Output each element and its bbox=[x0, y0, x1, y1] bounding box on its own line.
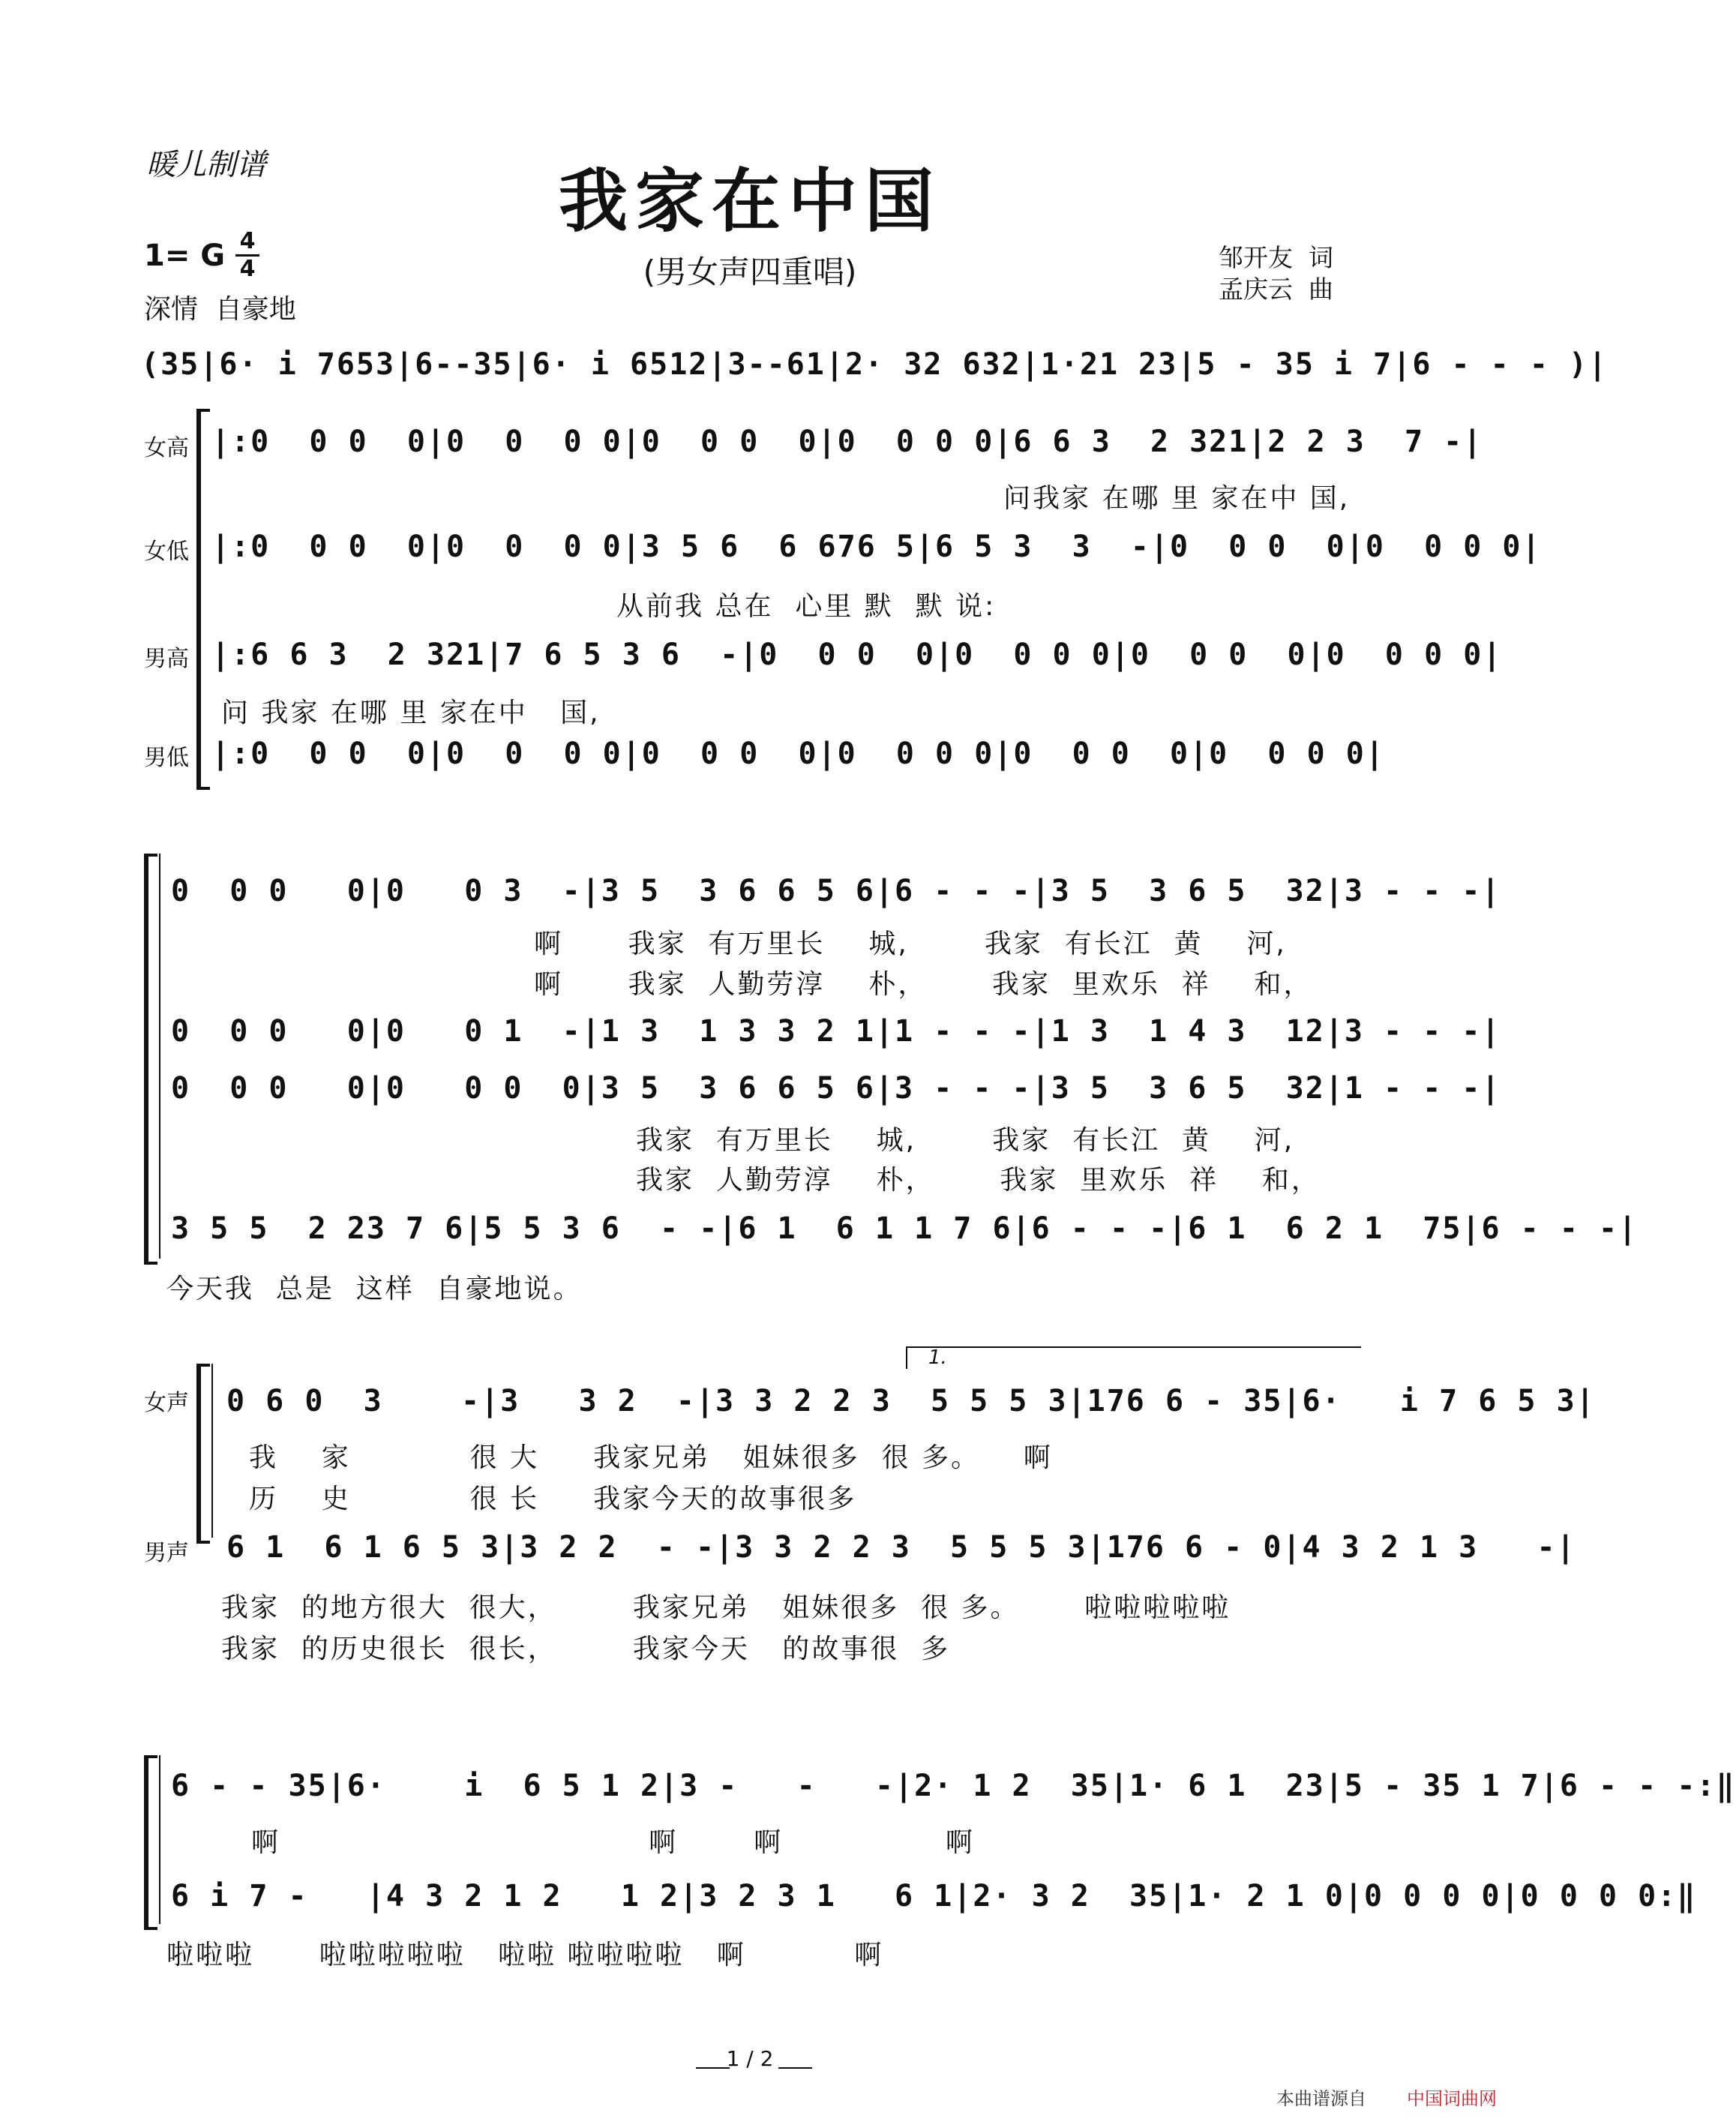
source-note: 本曲谱源自 bbox=[1276, 2088, 1366, 2109]
system4-male-notes: 6 i 7 - |4 3 2 1 2 1 2|3 2 3 1 6 1|2· 3 2 35|1· 2 1 0|0 0 0 0|0 0 0 0:‖ bbox=[171, 1879, 1697, 1913]
system2-bass-notes: 3 5 5 2 23 7 6|5 5 3 6 - -|6 1 6 1 1 7 6|6 - - -|6 1 6 2 1 75|6 - - -| bbox=[171, 1211, 1639, 1246]
system2-soprano-lyric-verse2: 啊 我家 人勤劳淳 朴， 我家 里欢乐 祥 和， bbox=[534, 969, 1313, 1000]
system4-male-lyric: 啦啦啦 啦啦啦啦啦 啦啦 啦啦啦啦 啊 啊 bbox=[166, 1940, 884, 1970]
system3-male-notes: 6 1 6 1 6 5 3|3 2 2 - -|3 3 2 2 3 5 5 5 3|176 6 - 0|4 3 2 1 3 -| bbox=[226, 1530, 1576, 1565]
voice-label-tenor: 男高 bbox=[144, 646, 189, 672]
system2-bracket bbox=[144, 854, 157, 1265]
first-ending-bracket bbox=[906, 1346, 1361, 1369]
first-ending-label: 1. bbox=[928, 1346, 947, 1369]
system1-soprano-notes: |:0 0 0 0|0 0 0 0|0 0 0 0|0 0 0 0|6 6 3 2 321|2 2 3 7 -| bbox=[211, 425, 1483, 459]
time-signature bbox=[232, 229, 262, 282]
voice-label-male: 男声 bbox=[144, 1540, 189, 1566]
lyricist-credit: 邹开友 词 bbox=[1219, 243, 1333, 272]
voice-label-alto: 女低 bbox=[144, 539, 189, 565]
system1-tenor-notes: |:6 6 3 2 321|7 6 5 3 6 -|0 0 0 0|0 0 0 0|0 0 0 0|0 0 0 0| bbox=[211, 638, 1503, 672]
source-site-link[interactable]: 中国词曲网 bbox=[1407, 2088, 1497, 2109]
system3-female-lyric-verse2: 历 史 很 长 我家今天的故事很多 bbox=[249, 1484, 857, 1514]
time-signature-bottom: 4 bbox=[239, 256, 256, 282]
time-signature-top: 4 bbox=[239, 228, 256, 254]
system1-alto-lyric: 从前我 总在 心里 默 默 说: bbox=[616, 591, 997, 622]
system1-bracket bbox=[196, 409, 210, 790]
system1-soprano-lyric: 问我家 在哪 里 家在中 国, bbox=[1003, 483, 1351, 514]
system2-tenor-notes: 0 0 0 0|0 0 0 0|3 5 3 6 6 5 6|3 - - -|3 5 3 6 5 32|1 - - -| bbox=[171, 1071, 1501, 1106]
system2-tenor-lyric-verse2: 我家 人勤劳淳 朴， 我家 里欢乐 祥 和， bbox=[636, 1165, 1321, 1196]
system1-tenor-lyric: 问 我家 在哪 里 家在中 国, bbox=[221, 698, 601, 728]
voice-label-female: 女声 bbox=[144, 1390, 189, 1416]
key-signature: 1= G bbox=[144, 239, 226, 273]
system2-soprano-lyric-verse1: 啊 我家 有万里长 城, 我家 有长江 黄 河, bbox=[534, 929, 1287, 959]
tempo-marking: 深情 自豪地 bbox=[144, 294, 296, 325]
system1-bass-notes: |:0 0 0 0|0 0 0 0|0 0 0 0|0 0 0 0|0 0 0 0|0 0 0 0| bbox=[211, 737, 1385, 771]
song-title: 我家在中国 bbox=[558, 161, 941, 242]
system4-female-notes: 6 - - 35|6· i 6 5 1 2|3 - - -|2· 1 2 35|1· 6 1 23|5 - 35 1 7|6 - - -:‖ bbox=[171, 1769, 1736, 1803]
watermark: 暖儿制谱 bbox=[146, 148, 266, 182]
system1-alto-notes: |:0 0 0 0|0 0 0 0|3 5 6 6 676 5|6 5 3 3 -|0 0 0 0|0 0 0 0| bbox=[211, 530, 1542, 564]
intro-notes: (35|6· i 7653|6--35|6· i 6512|3--61|2· 32 632|1·21 23|5 - 35 i 7|6 - - - )| bbox=[141, 347, 1609, 382]
system3-female-lyric-verse1: 我 家 很 大 我家兄弟 姐妹很多 很 多。 啊 bbox=[249, 1442, 1053, 1473]
page-number: 1 / 2 bbox=[726, 2046, 774, 2071]
voice-label-bass: 男低 bbox=[144, 745, 189, 771]
system4-bracket bbox=[144, 1755, 157, 1930]
system3-female-notes: 0 6 0 3 -|3 3 2 -|3 3 2 2 3 5 5 5 3|176 6 - 35|6· i 7 6 5 3| bbox=[226, 1384, 1596, 1418]
song-subtitle: (男女声四重唱) bbox=[643, 254, 857, 290]
composer-credit: 孟庆云 曲 bbox=[1219, 275, 1333, 304]
system3-male-lyric-verse1: 我家 的地方很大 很大， 我家兄弟 姐妹很多 很 多。 啦啦啦啦啦 bbox=[221, 1592, 1231, 1623]
voice-label-soprano: 女高 bbox=[144, 435, 189, 461]
system2-alto-notes: 0 0 0 0|0 0 1 -|1 3 1 3 3 2 1|1 - - -|1 3 1 4 3 12|3 - - -| bbox=[171, 1014, 1501, 1049]
system2-soprano-notes: 0 0 0 0|0 0 3 -|3 5 3 6 6 5 6|6 - - -|3 5 3 6 5 32|3 - - -| bbox=[171, 874, 1501, 908]
system3-bracket bbox=[196, 1364, 210, 1544]
system2-bass-lyric: 今天我 总是 这样 自豪地说。 bbox=[166, 1274, 583, 1304]
system2-tenor-lyric-verse1: 我家 有万里长 城, 我家 有长江 黄 河, bbox=[636, 1125, 1295, 1156]
system4-female-lyric: 啊 啊 啊 啊 bbox=[251, 1827, 975, 1858]
system3-male-lyric-verse2: 我家 的历史很长 很长， 我家今天 的故事很 多 bbox=[221, 1634, 951, 1664]
